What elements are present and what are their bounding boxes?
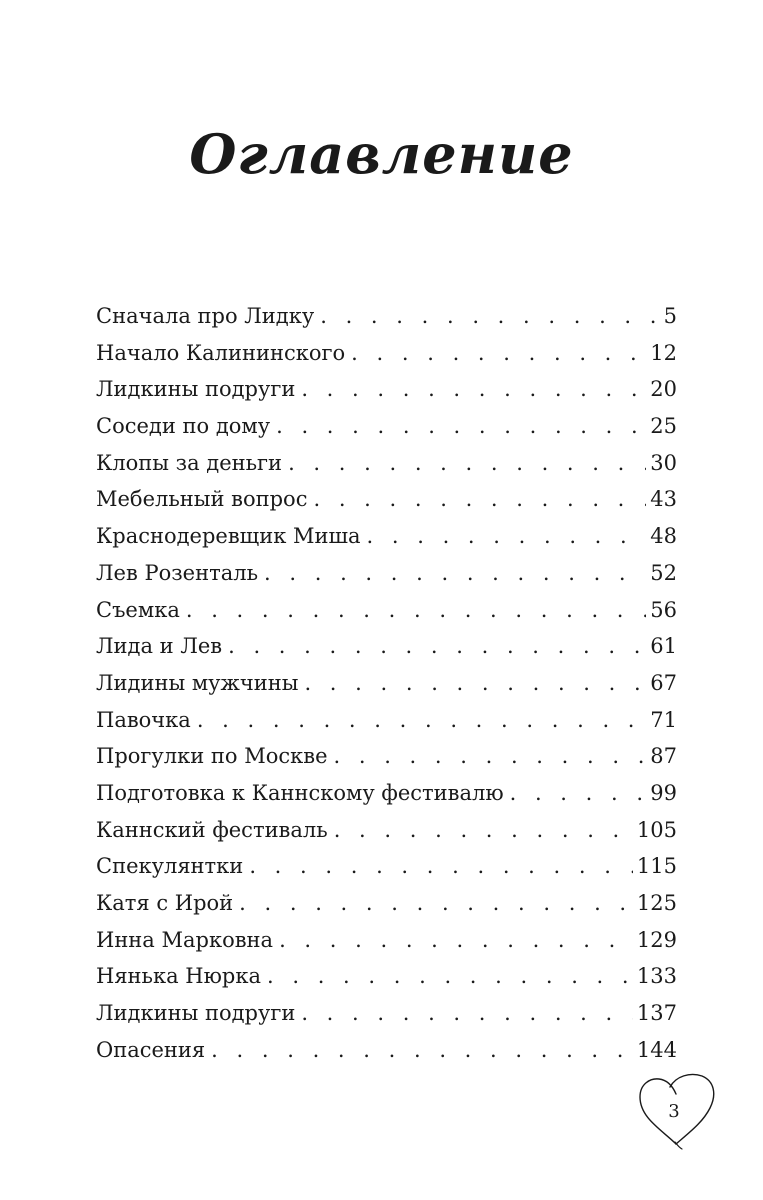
dot-leader bbox=[228, 628, 646, 665]
dot-leader bbox=[304, 665, 646, 702]
toc-entry[interactable] bbox=[96, 481, 677, 518]
dot-leader bbox=[313, 481, 646, 518]
dot-leader bbox=[276, 408, 646, 445]
toc-entry[interactable] bbox=[96, 738, 677, 775]
toc-entry-title: Лидкины подруги bbox=[96, 377, 296, 402]
toc-entry[interactable] bbox=[96, 958, 677, 995]
dot-leader bbox=[288, 445, 646, 482]
toc-entry-title: Лев Розенталь bbox=[96, 560, 259, 585]
toc-entry-title: Прогулки по Москве bbox=[96, 744, 328, 769]
toc-entry-title: Лида и Лев bbox=[96, 634, 223, 659]
toc-entry-page: 61 bbox=[650, 634, 677, 659]
toc-entry-page: 48 bbox=[650, 524, 677, 549]
toc-entry-page: 67 bbox=[650, 670, 677, 695]
toc-entry[interactable] bbox=[96, 371, 677, 408]
toc-entry-title: Съемка bbox=[96, 597, 180, 622]
toc-entry-page: 56 bbox=[650, 597, 677, 622]
toc-entry[interactable] bbox=[96, 922, 677, 959]
page-number: 3 bbox=[668, 1101, 680, 1122]
toc-entry-page: 43 bbox=[650, 487, 677, 512]
toc-entry-page: 12 bbox=[650, 340, 677, 365]
toc-entry-page: 5 bbox=[663, 304, 677, 328]
toc-entry-page: 25 bbox=[650, 414, 677, 439]
toc-entry-title: Нянька Нюрка bbox=[96, 964, 261, 989]
dot-leader bbox=[279, 922, 633, 959]
toc-entry-title: Катя с Ирой bbox=[96, 891, 234, 915]
toc-entry-title: Подготовка к Каннскому фестивалю bbox=[96, 780, 504, 805]
toc-entry-title: Соседи по дому bbox=[96, 414, 271, 439]
toc-entry-title: Каннский фестиваль bbox=[96, 817, 328, 842]
toc-entry-page: 30 bbox=[650, 450, 677, 475]
dot-leader bbox=[351, 335, 646, 372]
toc-entry[interactable] bbox=[96, 555, 677, 592]
toc-entry[interactable] bbox=[96, 848, 677, 885]
toc-entry-page: 20 bbox=[650, 377, 677, 402]
dot-leader bbox=[186, 592, 646, 629]
toc-entry-page: 125 bbox=[636, 891, 677, 915]
toc-entry-title: Инна Марковна bbox=[96, 927, 274, 952]
toc-entry[interactable] bbox=[96, 445, 677, 482]
toc-entry-page: 105 bbox=[636, 817, 677, 842]
toc-entry[interactable] bbox=[96, 702, 677, 739]
toc-entry-page: 99 bbox=[650, 780, 677, 805]
toc-entry-page: 52 bbox=[650, 560, 677, 585]
toc-entry-title: Мебельный вопрос bbox=[96, 487, 308, 512]
dot-leader bbox=[334, 738, 647, 775]
toc-entry-title: Опасения bbox=[96, 1037, 206, 1062]
toc-entry[interactable] bbox=[96, 885, 677, 922]
toc-entry-title: Начало Калининского bbox=[96, 340, 346, 365]
toc-entry[interactable] bbox=[96, 335, 677, 372]
toc-entry[interactable] bbox=[96, 812, 677, 849]
toc-entry[interactable] bbox=[96, 665, 677, 702]
toc-entry-title: Сначала про Лидку bbox=[96, 304, 315, 328]
toc-entry-page: 87 bbox=[650, 744, 677, 769]
dot-leader bbox=[510, 775, 647, 812]
toc-entry-title: Спекулянтки bbox=[96, 854, 244, 879]
toc-entry-page: 144 bbox=[636, 1037, 677, 1062]
toc-entry[interactable] bbox=[96, 518, 677, 555]
dot-leader bbox=[211, 1032, 633, 1069]
toc-entry-title: Лидины мужчины bbox=[96, 670, 299, 695]
dot-leader bbox=[301, 371, 646, 408]
toc-entry-title: Клопы за деньги bbox=[96, 450, 283, 475]
toc-entry-page: 133 bbox=[636, 964, 677, 989]
dot-leader bbox=[249, 848, 633, 885]
dot-leader bbox=[264, 555, 646, 592]
toc-entry-title: Краснодеревщик Миша bbox=[96, 524, 361, 549]
toc-entry[interactable] bbox=[96, 1032, 677, 1069]
toc-entry-title: Лидкины подруги bbox=[96, 1001, 296, 1026]
dot-leader bbox=[320, 298, 659, 335]
toc-entry[interactable] bbox=[96, 298, 677, 335]
toc-entry-title: Павочка bbox=[96, 707, 191, 732]
toc-entry[interactable] bbox=[96, 408, 677, 445]
dot-leader bbox=[197, 702, 646, 739]
toc-entry-page: 115 bbox=[636, 854, 677, 879]
toc-entry[interactable] bbox=[96, 592, 677, 629]
table-of-contents bbox=[96, 298, 677, 1068]
dot-leader bbox=[239, 885, 633, 922]
toc-entry[interactable] bbox=[96, 995, 677, 1032]
toc-entry-page: 129 bbox=[636, 927, 677, 952]
dot-leader bbox=[334, 812, 633, 849]
dot-leader bbox=[267, 958, 633, 995]
toc-entry[interactable] bbox=[96, 775, 677, 812]
toc-entry[interactable] bbox=[96, 628, 677, 665]
toc-entry-page: 71 bbox=[650, 707, 677, 732]
dot-leader bbox=[367, 518, 647, 555]
toc-entry-page: 137 bbox=[636, 1001, 677, 1026]
page-title: Оглавление bbox=[189, 122, 574, 187]
dot-leader bbox=[301, 995, 633, 1032]
